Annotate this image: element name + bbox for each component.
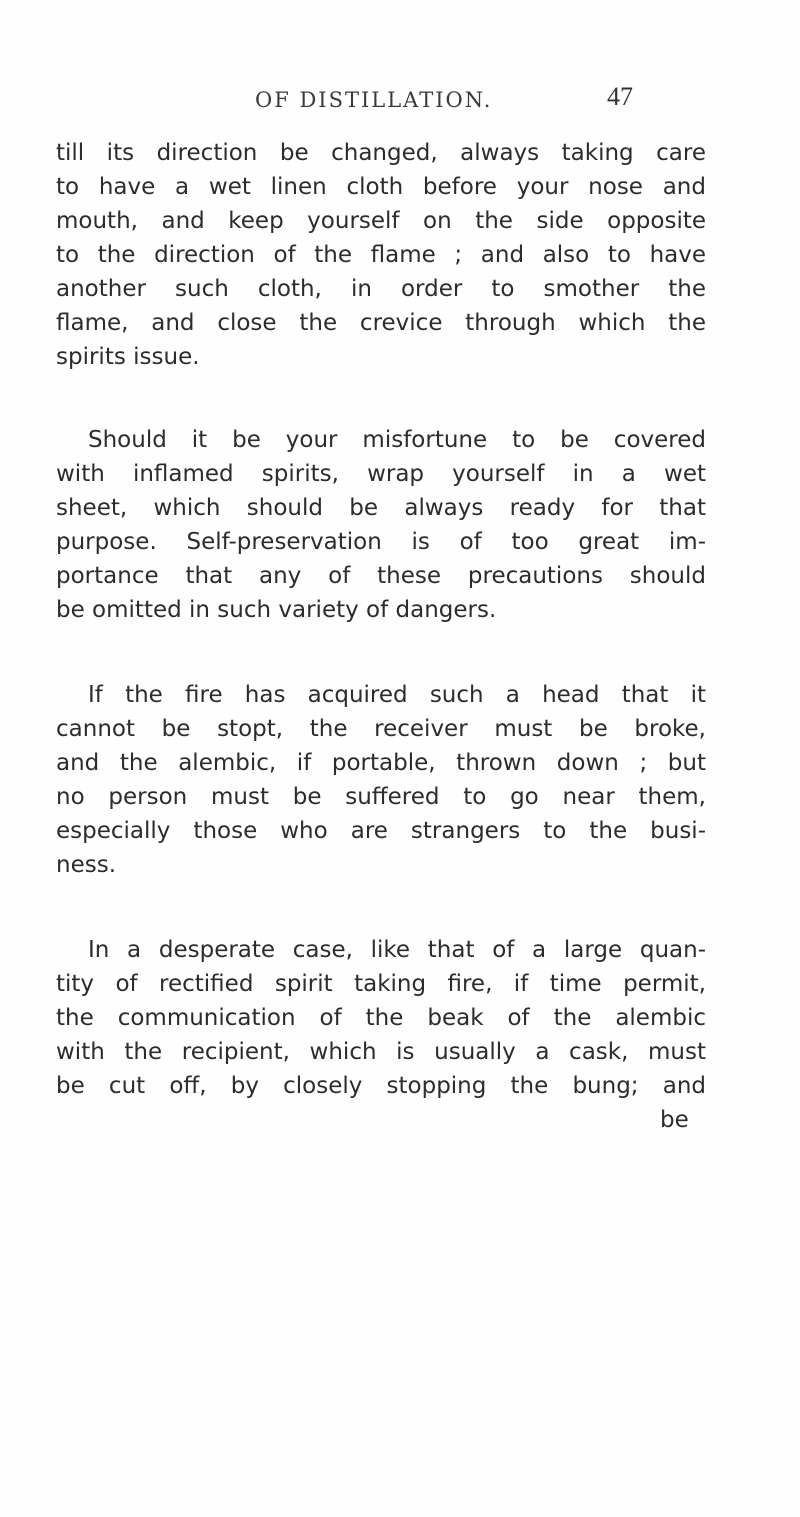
text-line: In a desperate case, like that of a large quan- bbox=[88, 937, 706, 963]
text-line: the communication of the beak of the alembic bbox=[56, 1005, 706, 1031]
text-line: cannot be stopt, the receiver must be broke, bbox=[56, 716, 706, 742]
text-line: till its direction be changed, always taking care bbox=[56, 140, 706, 166]
running-title: OF DISTILLATION. bbox=[255, 88, 493, 112]
text-line: If the fire has acquired such a head that it bbox=[88, 682, 706, 708]
text-line: portance that any of these precautions should bbox=[56, 563, 706, 589]
text-line: be omitted in such variety of dangers. bbox=[56, 597, 497, 623]
text-line: Should it be your misfortune to be covered bbox=[88, 427, 706, 453]
text-line: and the alembic, if portable, thrown down ; but bbox=[56, 750, 706, 776]
page-number: 47 bbox=[607, 82, 633, 111]
text-line: be cut off, by closely stopping the bung; and bbox=[56, 1073, 706, 1099]
text-line: purpose. Self-preservation is of too great im- bbox=[56, 529, 706, 555]
text-line: another such cloth, in order to smother the bbox=[56, 276, 706, 302]
text-line: ness. bbox=[56, 852, 117, 878]
text-line: with the recipient, which is usually a cask, must bbox=[56, 1039, 706, 1065]
text-line: especially those who are strangers to the busi- bbox=[56, 818, 706, 844]
text-line: spirits issue. bbox=[56, 344, 200, 370]
text-line: to have a wet linen cloth before your nose and bbox=[56, 174, 706, 200]
text-line: with inflamed spirits, wrap yourself in a wet bbox=[56, 461, 706, 487]
catchword: be bbox=[660, 1107, 689, 1133]
text-line: sheet, which should be always ready for that bbox=[56, 495, 706, 521]
text-line: to the direction of the flame ; and also to have bbox=[56, 242, 706, 268]
text-line: tity of rectified spirit taking fire, if time permit, bbox=[56, 971, 706, 997]
text-line: no person must be suffered to go near them, bbox=[56, 784, 706, 810]
text-line: mouth, and keep yourself on the side opposite bbox=[56, 208, 706, 234]
text-line: flame, and close the crevice through which the bbox=[56, 310, 706, 336]
